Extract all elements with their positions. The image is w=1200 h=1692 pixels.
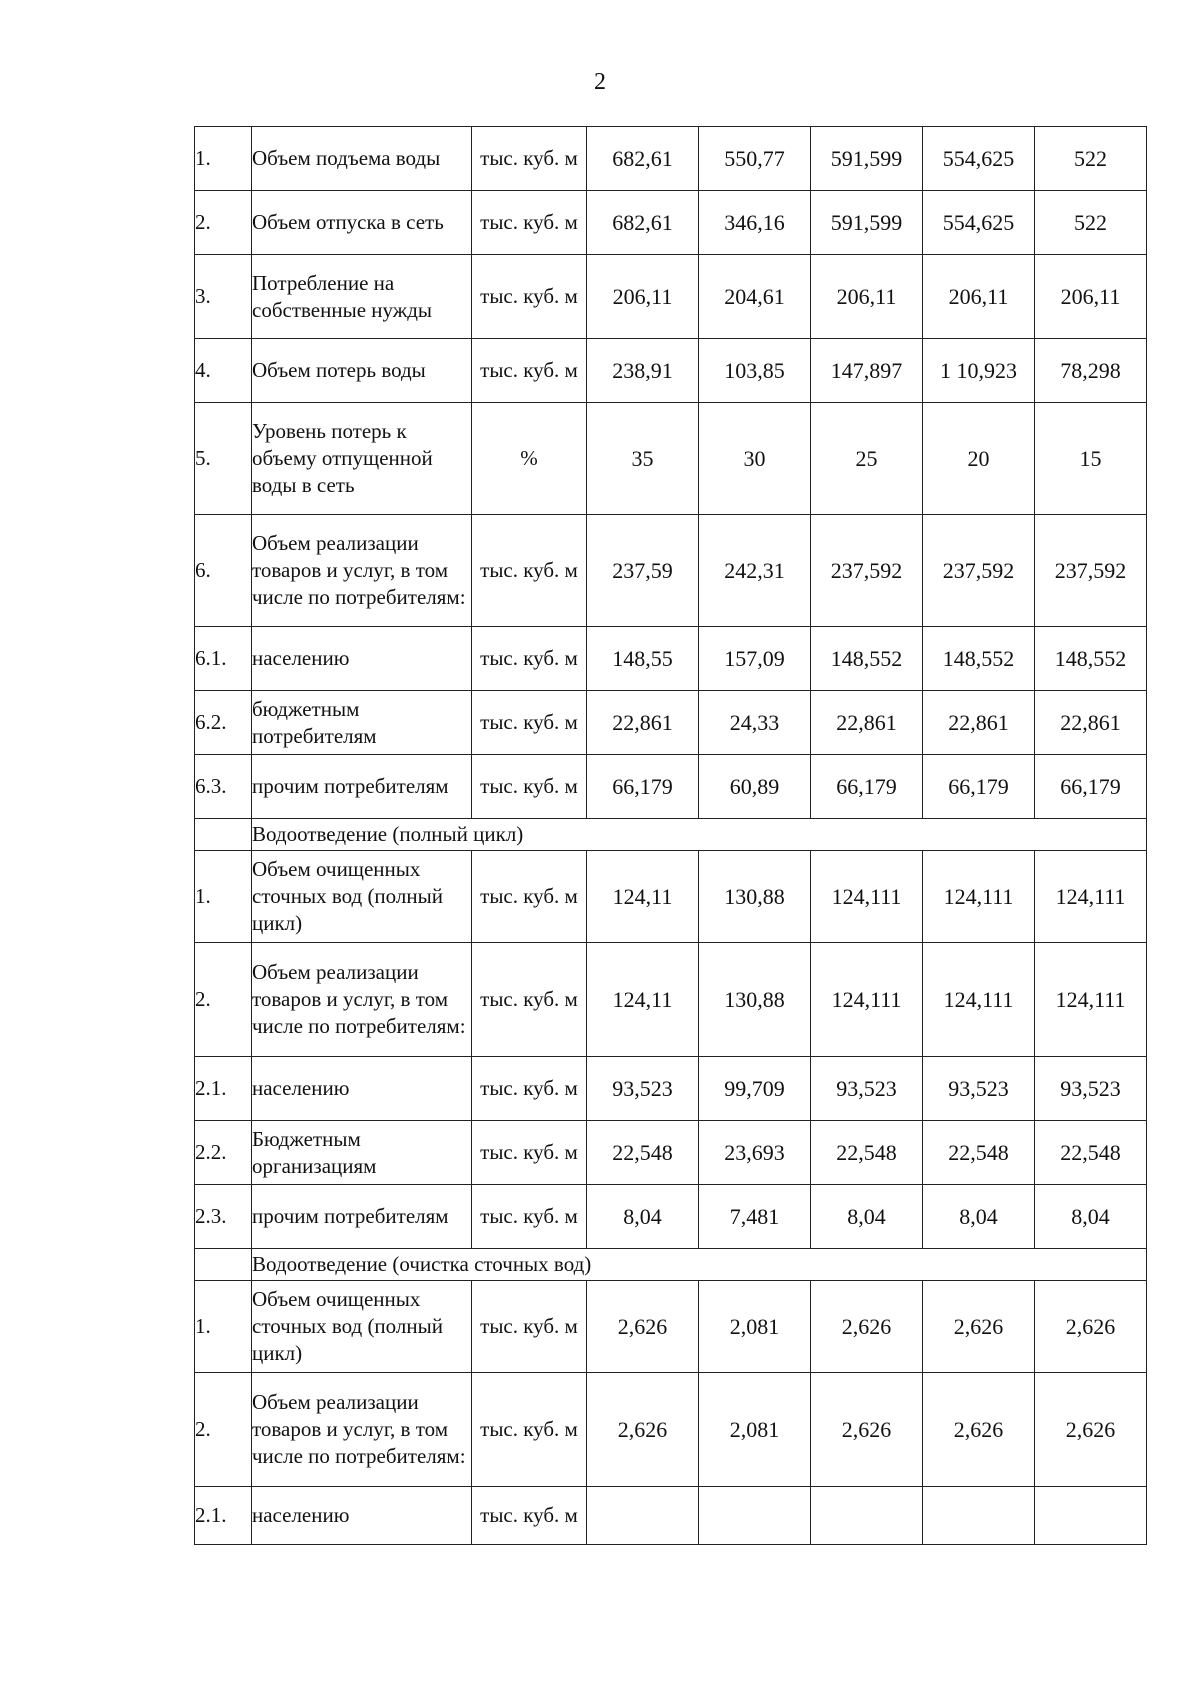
indicator-name: Объем реализации товаров и услуг, в том числе по потребителям: — [252, 515, 472, 627]
value-cell: 22,548 — [811, 1121, 923, 1185]
value-cell: 130,88 — [699, 851, 811, 943]
indicator-name: бюджетным потребителям — [252, 691, 472, 755]
value-cell: 237,592 — [923, 515, 1035, 627]
value-cell: 130,88 — [699, 943, 811, 1057]
row-number: 2.1. — [195, 1487, 252, 1545]
table-row — [195, 627, 1147, 691]
row-number: 2. — [195, 191, 252, 255]
value-cell: 124,111 — [923, 943, 1035, 1057]
value-cell: 93,523 — [923, 1057, 1035, 1121]
row-number: 5. — [195, 403, 252, 515]
indicator-name: Объем реализации товаров и услуг, в том числе по потребителям: — [252, 943, 472, 1057]
row-number: 2.3. — [195, 1185, 252, 1249]
value-cell: 238,91 — [587, 339, 699, 403]
unit-cell: тыс. куб. м — [472, 515, 587, 627]
unit-cell: тыс. куб. м — [472, 1373, 587, 1487]
indicator-name: Объем отпуска в сеть — [252, 191, 472, 255]
table-row — [195, 403, 1147, 515]
table-row — [195, 1057, 1147, 1121]
indicator-name: Объем очищенных сточных вод (полный цикл) — [252, 851, 472, 943]
value-cell: 124,111 — [923, 851, 1035, 943]
section-header-row — [195, 819, 1147, 851]
row-number: 6.3. — [195, 755, 252, 819]
value-cell: 2,626 — [587, 1373, 699, 1487]
row-number: 2. — [195, 1373, 252, 1487]
value-cell: 242,31 — [699, 515, 811, 627]
value-cell: 8,04 — [587, 1185, 699, 1249]
indicator-name: прочим потребителям — [252, 755, 472, 819]
unit-cell: тыс. куб. м — [472, 1185, 587, 1249]
indicator-name: населению — [252, 627, 472, 691]
value-cell: 78,298 — [1035, 339, 1147, 403]
unit-cell: тыс. куб. м — [472, 943, 587, 1057]
section-title: Водоотведение (полный цикл) — [252, 819, 1147, 851]
value-cell: 124,111 — [1035, 943, 1147, 1057]
indicator-name: Объем подъема воды — [252, 127, 472, 191]
row-number: 6.1. — [195, 627, 252, 691]
section-title: Водоотведение (очистка сточных вод) — [252, 1249, 1147, 1281]
value-cell: 124,111 — [811, 943, 923, 1057]
section-number-cell — [195, 1249, 252, 1281]
value-cell: 237,592 — [811, 515, 923, 627]
row-number: 2.2. — [195, 1121, 252, 1185]
table-row — [195, 1281, 1147, 1373]
indicator-name: Уровень потерь к объему отпущенной воды в сеть — [252, 403, 472, 515]
value-cell: 554,625 — [923, 191, 1035, 255]
indicator-name: Потребление на собственные нужды — [252, 255, 472, 339]
value-cell: 522 — [1035, 191, 1147, 255]
value-cell: 22,861 — [1035, 691, 1147, 755]
value-cell: 682,61 — [587, 127, 699, 191]
indicator-name: прочим потребителям — [252, 1185, 472, 1249]
row-number: 3. — [195, 255, 252, 339]
table-row — [195, 1373, 1147, 1487]
table-row — [195, 127, 1147, 191]
value-cell: 22,861 — [811, 691, 923, 755]
value-cell: 93,523 — [587, 1057, 699, 1121]
row-number: 1. — [195, 851, 252, 943]
unit-cell: тыс. куб. м — [472, 1281, 587, 1373]
value-cell: 66,179 — [587, 755, 699, 819]
value-cell: 2,626 — [923, 1281, 1035, 1373]
row-number: 2. — [195, 943, 252, 1057]
value-cell — [1035, 1487, 1147, 1545]
unit-cell: тыс. куб. м — [472, 1057, 587, 1121]
value-cell: 204,61 — [699, 255, 811, 339]
table-row — [195, 943, 1147, 1057]
indicator-name: Объем очищенных сточных вод (полный цикл) — [252, 1281, 472, 1373]
unit-cell: тыс. куб. м — [472, 255, 587, 339]
table-row — [195, 1487, 1147, 1545]
value-cell: 2,626 — [587, 1281, 699, 1373]
value-cell: 8,04 — [923, 1185, 1035, 1249]
value-cell: 550,77 — [699, 127, 811, 191]
value-cell: 206,11 — [811, 255, 923, 339]
value-cell: 2,626 — [1035, 1373, 1147, 1487]
value-cell: 66,179 — [1035, 755, 1147, 819]
value-cell: 35 — [587, 403, 699, 515]
value-cell: 124,111 — [811, 851, 923, 943]
table-row — [195, 1121, 1147, 1185]
value-cell: 25 — [811, 403, 923, 515]
value-cell: 8,04 — [811, 1185, 923, 1249]
table-row — [195, 1185, 1147, 1249]
value-cell: 591,599 — [811, 127, 923, 191]
unit-cell: тыс. куб. м — [472, 691, 587, 755]
table-row — [195, 851, 1147, 943]
table-row — [195, 691, 1147, 755]
value-cell: 148,552 — [1035, 627, 1147, 691]
value-cell: 147,897 — [811, 339, 923, 403]
value-cell: 60,89 — [699, 755, 811, 819]
value-cell: 522 — [1035, 127, 1147, 191]
unit-cell: тыс. куб. м — [472, 127, 587, 191]
value-cell: 206,11 — [1035, 255, 1147, 339]
indicators-table — [194, 126, 1147, 1545]
table-row — [195, 339, 1147, 403]
value-cell: 22,861 — [923, 691, 1035, 755]
unit-cell: тыс. куб. м — [472, 339, 587, 403]
indicator-name: Объем реализации товаров и услуг, в том числе по потребителям: — [252, 1373, 472, 1487]
value-cell: 124,11 — [587, 851, 699, 943]
value-cell: 124,111 — [1035, 851, 1147, 943]
value-cell: 2,626 — [811, 1373, 923, 1487]
indicator-name: населению — [252, 1057, 472, 1121]
unit-cell: тыс. куб. м — [472, 755, 587, 819]
value-cell: 206,11 — [923, 255, 1035, 339]
row-number: 4. — [195, 339, 252, 403]
value-cell: 346,16 — [699, 191, 811, 255]
row-number: 6.2. — [195, 691, 252, 755]
value-cell: 93,523 — [811, 1057, 923, 1121]
value-cell: 8,04 — [1035, 1185, 1147, 1249]
value-cell: 2,081 — [699, 1281, 811, 1373]
value-cell: 148,552 — [811, 627, 923, 691]
value-cell: 22,548 — [923, 1121, 1035, 1185]
value-cell: 2,626 — [1035, 1281, 1147, 1373]
value-cell: 7,481 — [699, 1185, 811, 1249]
value-cell: 554,625 — [923, 127, 1035, 191]
value-cell — [811, 1487, 923, 1545]
value-cell: 22,548 — [587, 1121, 699, 1185]
value-cell: 24,33 — [699, 691, 811, 755]
indicator-name: населению — [252, 1487, 472, 1545]
value-cell: 237,592 — [1035, 515, 1147, 627]
section-header-row — [195, 1249, 1147, 1281]
table-row — [195, 515, 1147, 627]
unit-cell: тыс. куб. м — [472, 851, 587, 943]
value-cell: 99,709 — [699, 1057, 811, 1121]
unit-cell: тыс. куб. м — [472, 627, 587, 691]
unit-cell: тыс. куб. м — [472, 1121, 587, 1185]
section-number-cell — [195, 819, 252, 851]
unit-cell: тыс. куб. м — [472, 1487, 587, 1545]
row-number: 1. — [195, 1281, 252, 1373]
value-cell: 2,626 — [923, 1373, 1035, 1487]
value-cell: 20 — [923, 403, 1035, 515]
value-cell: 15 — [1035, 403, 1147, 515]
value-cell: 2,081 — [699, 1373, 811, 1487]
value-cell: 30 — [699, 403, 811, 515]
value-cell: 66,179 — [811, 755, 923, 819]
table-row — [195, 191, 1147, 255]
value-cell: 93,523 — [1035, 1057, 1147, 1121]
value-cell: 2,626 — [811, 1281, 923, 1373]
row-number: 2.1. — [195, 1057, 252, 1121]
value-cell: 22,548 — [1035, 1121, 1147, 1185]
value-cell: 66,179 — [923, 755, 1035, 819]
row-number: 6. — [195, 515, 252, 627]
value-cell: 237,59 — [587, 515, 699, 627]
value-cell — [587, 1487, 699, 1545]
unit-cell: % — [472, 403, 587, 515]
value-cell: 23,693 — [699, 1121, 811, 1185]
row-number: 1. — [195, 127, 252, 191]
value-cell: 148,552 — [923, 627, 1035, 691]
table-row — [195, 255, 1147, 339]
value-cell: 103,85 — [699, 339, 811, 403]
value-cell: 22,861 — [587, 691, 699, 755]
value-cell: 1 10,923 — [923, 339, 1035, 403]
value-cell: 148,55 — [587, 627, 699, 691]
value-cell — [923, 1487, 1035, 1545]
page-number: 2 — [594, 69, 606, 95]
indicator-name: Бюджетным организациям — [252, 1121, 472, 1185]
table-row — [195, 755, 1147, 819]
value-cell: 124,11 — [587, 943, 699, 1057]
value-cell: 206,11 — [587, 255, 699, 339]
value-cell: 591,599 — [811, 191, 923, 255]
unit-cell: тыс. куб. м — [472, 191, 587, 255]
value-cell — [699, 1487, 811, 1545]
value-cell: 682,61 — [587, 191, 699, 255]
indicator-name: Объем потерь воды — [252, 339, 472, 403]
value-cell: 157,09 — [699, 627, 811, 691]
